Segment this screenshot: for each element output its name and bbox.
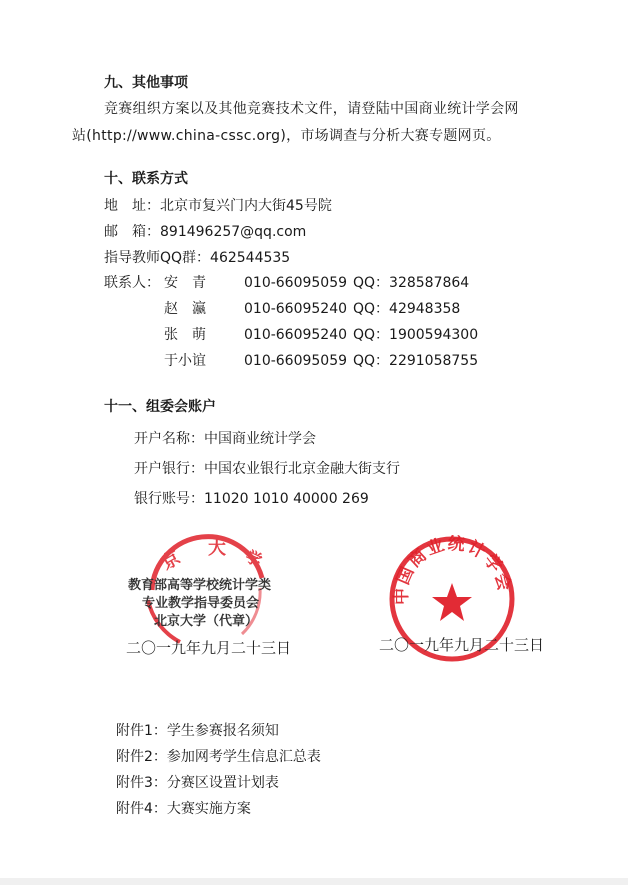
section11-heading: 十一、组委会账户 (104, 399, 216, 415)
svg-text:京: 京 (158, 547, 185, 575)
qq-group-line: 指导教师QQ群：462544535 (104, 250, 291, 266)
contact-phone: 010-66095059 (244, 275, 348, 291)
email-line: 邮 箱：891496257@qq.com (104, 224, 307, 240)
section10-heading: 十、联系方式 (104, 171, 188, 187)
contact-qq: QQ：2291058755 (353, 353, 479, 369)
svg-text:大: 大 (208, 538, 226, 559)
contact-row (104, 326, 564, 344)
section9-heading: 九、其他事项 (104, 75, 188, 91)
contact-phone: 010-66095240 (244, 327, 348, 343)
contact-row (104, 300, 564, 318)
svg-text:学: 学 (242, 546, 265, 571)
page-bottom-edge (0, 878, 628, 885)
account-number-line: 银行账号：11020 1010 40000 269 (134, 491, 369, 507)
left-seal-text-line2: 专业教学指导委员会 (142, 596, 260, 611)
left-seal-text-line1: 教育部高等学校统计学类 (128, 578, 272, 593)
contacts-label: 联系人： (104, 275, 160, 291)
left-seal-text-line3: 北京大学（代章） (154, 614, 259, 629)
contact-row (104, 352, 564, 370)
left-date: 二〇一九年九月二十三日 (126, 639, 292, 657)
contact-phone: 010-66095240 (244, 301, 348, 317)
bank-line: 开户银行：中国农业银行北京金融大街支行 (134, 461, 400, 477)
attachment-item: 附件4：大赛实施方案 (116, 801, 251, 817)
account-name-line: 开户名称：中国商业统计学会 (134, 431, 316, 447)
contact-qq: QQ：42948358 (353, 301, 461, 317)
svg-text:中国商业统计学会: 中国商业统计学会 (391, 535, 515, 606)
attachment-item: 附件3：分赛区设置计划表 (116, 775, 279, 791)
contact-name: 赵 瀛 (164, 301, 206, 317)
section9-text-line1: 竞赛组织方案以及其他竞赛技术文件，请登陆中国商业统计学会网 (104, 101, 519, 117)
contact-name: 安 青 (164, 275, 206, 291)
contact-row (104, 274, 564, 292)
contact-qq: QQ：1900594300 (353, 327, 479, 343)
contact-qq: QQ：328587864 (353, 275, 470, 291)
right-date: 二〇一九年九月二十三日 (379, 636, 545, 654)
contact-name: 于小谊 (164, 353, 206, 369)
contact-name: 张 萌 (164, 327, 206, 343)
address-line: 地 址：北京市复兴门内大街45号院 (104, 198, 332, 214)
attachment-item: 附件1：学生参赛报名须知 (116, 723, 279, 739)
attachment-item: 附件2：参加网考学生信息汇总表 (116, 749, 321, 765)
section9-text-line2: 站(http://www.china-cssc.org)，市场调查与分析大赛专题网页。 (72, 128, 501, 144)
contact-phone: 010-66095059 (244, 353, 348, 369)
